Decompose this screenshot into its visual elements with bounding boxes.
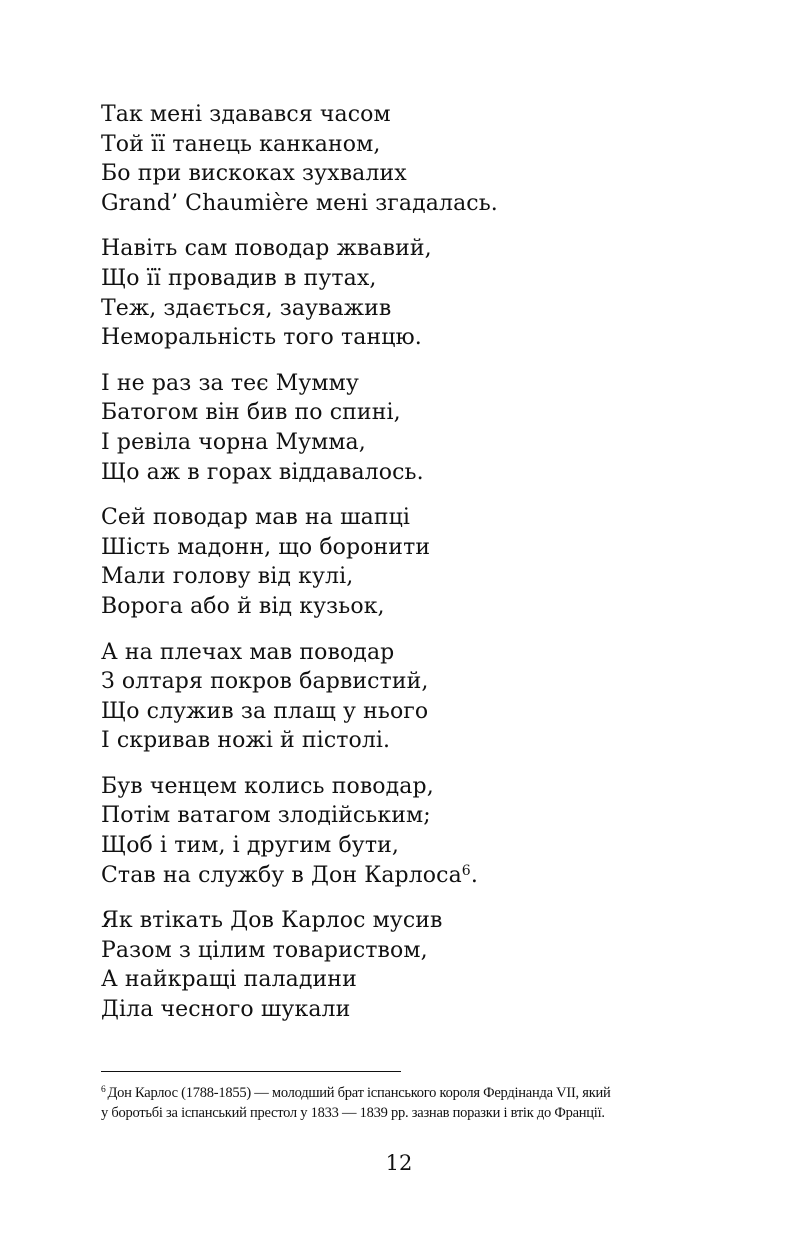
poem-line: А на плечах мав поводар xyxy=(101,639,395,665)
footnote xyxy=(101,1083,726,1123)
stanza-2 xyxy=(101,234,741,352)
footnote-line-2: у боротьбі за іспанський престол у 1833 — 1839 рр. зазнав поразки і втік до Франції. xyxy=(101,1105,605,1121)
poem-line: Так мені здавався часом xyxy=(101,102,391,127)
stanza-6 xyxy=(101,772,741,890)
poem-text xyxy=(101,100,741,1041)
poem-line: А найкращі паладини xyxy=(101,967,357,993)
page-number: 12 xyxy=(385,1151,413,1175)
poem-line: Був ченцем колись поводар, xyxy=(101,773,434,799)
poem-line: Навіть сам поводар жвавий, xyxy=(101,236,432,262)
poem-line: Теж, здається, зауважив xyxy=(101,295,392,321)
stanza-1 xyxy=(101,100,741,218)
poem-line: Мали голову від кулі, xyxy=(101,564,354,590)
stanza-3 xyxy=(101,369,741,487)
poem-line: Як втікать Дов Карлос мусив xyxy=(101,908,443,934)
poem-line-punctuation: . xyxy=(470,862,478,888)
footnote-line-1 xyxy=(101,1083,726,1103)
poem-line: Бо при вискоках зухвалих xyxy=(101,161,407,187)
poem-line: Діла чесного шукали xyxy=(101,997,351,1023)
poem-line: І не раз за теє Мумму xyxy=(101,370,359,396)
poem-line: Що аж в горах віддавалось. xyxy=(101,459,424,485)
poem-line: Ворога або й від кузьок, xyxy=(101,593,385,619)
footnote-reference-mark[interactable]: 6 xyxy=(461,862,471,879)
poem-line: І ревіла чорна Мумма, xyxy=(101,429,366,455)
footnote-mark: 6 xyxy=(101,1085,106,1095)
poem-line: Неморальність того танцю. xyxy=(101,325,422,351)
footnote-text: Дон Карлос (1788-1855) — молодший брат іспанського короля Фердінанда VII, який xyxy=(107,1085,611,1101)
stanza-4 xyxy=(101,503,741,621)
poem-line: Щоб і тим, і другим бути, xyxy=(101,833,399,859)
stanza-5 xyxy=(101,638,741,756)
poem-line: Сей поводар мав на шапці xyxy=(101,505,410,531)
poem-line: Разом з цілим товариством, xyxy=(101,937,428,963)
footnote-divider xyxy=(101,1071,401,1072)
poem-line: Що її провадив в путах, xyxy=(101,265,377,291)
poem-line-with-footnote xyxy=(101,861,741,891)
poem-line: Потім ватагом злодійським; xyxy=(101,803,431,829)
poem-line: Що служив за плащ у нього xyxy=(101,698,429,724)
poem-line: Шість мадонн, що боронити xyxy=(101,534,431,560)
poem-line: Той її танець канканом, xyxy=(101,131,381,157)
poem-line: Батогом він бив по спині, xyxy=(101,400,401,426)
stanza-7 xyxy=(101,906,741,1024)
poem-line: І скривав ножі й пістолі. xyxy=(101,728,391,754)
poem-line: Grand’ Chaumière мені згадалась. xyxy=(101,190,498,216)
poem-line: З олтаря покров барвистий, xyxy=(101,669,429,695)
poem-line-text: Став на службу в Дон Карлоса xyxy=(101,862,462,888)
